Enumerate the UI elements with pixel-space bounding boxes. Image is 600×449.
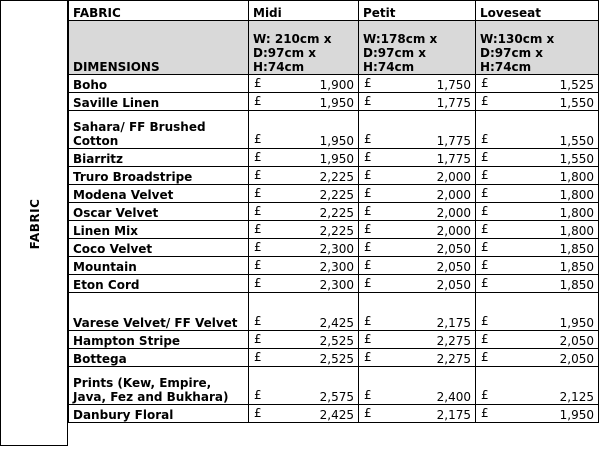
price-cell-loveseat: [476, 239, 599, 257]
currency-symbol: £: [481, 204, 489, 218]
currency-symbol: £: [254, 132, 262, 146]
price-value: 2,575: [319, 390, 354, 404]
header-row-names: [69, 1, 599, 21]
price-cell-midi: [249, 149, 359, 167]
price-value: 2,050: [436, 242, 471, 256]
price-cell-petit: [359, 275, 476, 293]
table-row: [69, 349, 599, 367]
price-value: 1,950: [319, 152, 354, 166]
table-row: [69, 293, 599, 331]
price-value: 1,950: [319, 96, 354, 110]
price-value: 2,225: [319, 224, 354, 238]
table-row: [69, 111, 599, 149]
currency-symbol: £: [364, 186, 372, 200]
table-row: [69, 149, 599, 167]
price-value: 2,275: [436, 352, 471, 366]
fabric-name: Modena Velvet: [69, 185, 249, 203]
fabric-name: Eton Cord: [69, 275, 249, 293]
price-cell-midi: [249, 75, 359, 93]
currency-symbol: £: [481, 258, 489, 272]
fabric-name: Mountain: [69, 257, 249, 275]
price-cell-midi: [249, 221, 359, 239]
price-value: 2,125: [559, 390, 594, 404]
currency-symbol: £: [364, 332, 372, 346]
fabric-name: Linen Mix: [69, 221, 249, 239]
price-cell-midi: [249, 275, 359, 293]
table-row: [69, 331, 599, 349]
currency-symbol: £: [254, 406, 262, 420]
currency-symbol: £: [364, 222, 372, 236]
price-value: 2,050: [436, 278, 471, 292]
price-value: 1,550: [559, 134, 594, 148]
price-value: 1,800: [559, 206, 594, 220]
price-cell-loveseat: [476, 221, 599, 239]
fabric-name: Sahara/ FF Brushed Cotton: [69, 111, 249, 149]
price-cell-loveseat: [476, 149, 599, 167]
dimensions-header: DIMENSIONS: [69, 21, 249, 75]
fabric-name: Danbury Floral: [69, 405, 249, 423]
price-cell-midi: [249, 293, 359, 331]
header-row-dimensions: [69, 21, 599, 75]
price-cell-loveseat: [476, 275, 599, 293]
currency-symbol: £: [481, 406, 489, 420]
table-row: [69, 257, 599, 275]
price-value: 1,550: [559, 152, 594, 166]
price-value: 1,775: [436, 134, 471, 148]
price-value: 2,300: [319, 242, 354, 256]
currency-symbol: £: [481, 314, 489, 328]
currency-symbol: £: [481, 94, 489, 108]
price-cell-loveseat: [476, 93, 599, 111]
price-cell-midi: [249, 239, 359, 257]
dimensions-midi: W: 210cm x D:97cm x H:74cm: [249, 21, 359, 75]
price-cell-petit: [359, 257, 476, 275]
price-cell-midi: [249, 349, 359, 367]
price-value: 1,850: [559, 278, 594, 292]
price-cell-loveseat: [476, 331, 599, 349]
column-header-loveseat: Loveseat: [476, 1, 599, 21]
price-cell-midi: [249, 405, 359, 423]
currency-symbol: £: [364, 76, 372, 90]
fabric-name: Oscar Velvet: [69, 203, 249, 221]
price-cell-loveseat: [476, 185, 599, 203]
currency-symbol: £: [254, 240, 262, 254]
price-value: 2,175: [436, 408, 471, 422]
price-value: 1,950: [559, 316, 594, 330]
table-row: [69, 405, 599, 423]
price-value: 2,275: [436, 334, 471, 348]
price-value: 1,800: [559, 224, 594, 238]
currency-symbol: £: [481, 150, 489, 164]
price-value: 2,225: [319, 206, 354, 220]
currency-symbol: £: [481, 350, 489, 364]
price-cell-midi: [249, 203, 359, 221]
price-value: 1,850: [559, 242, 594, 256]
currency-symbol: £: [254, 350, 262, 364]
price-cell-midi: [249, 185, 359, 203]
price-value: 1,950: [559, 408, 594, 422]
price-cell-petit: [359, 221, 476, 239]
currency-symbol: £: [364, 406, 372, 420]
table-row: [69, 75, 599, 93]
price-value: 1,775: [436, 152, 471, 166]
price-value: 2,050: [559, 352, 594, 366]
column-header-petit: Petit: [359, 1, 476, 21]
price-cell-petit: [359, 149, 476, 167]
currency-symbol: £: [364, 132, 372, 146]
fabric-name: Truro Broadstripe: [69, 167, 249, 185]
price-value: 1,850: [559, 260, 594, 274]
fabric-price-table: [68, 0, 599, 423]
currency-symbol: £: [481, 132, 489, 146]
price-value: 1,950: [319, 134, 354, 148]
price-cell-loveseat: [476, 349, 599, 367]
price-value: 2,225: [319, 170, 354, 184]
table-row: [69, 167, 599, 185]
fabric-name: Hampton Stripe: [69, 331, 249, 349]
currency-symbol: £: [254, 168, 262, 182]
price-cell-loveseat: [476, 75, 599, 93]
price-cell-midi: [249, 167, 359, 185]
currency-symbol: £: [481, 76, 489, 90]
price-cell-petit: [359, 185, 476, 203]
price-value: 2,300: [319, 278, 354, 292]
fabric-name: Varese Velvet/ FF Velvet: [69, 293, 249, 331]
currency-symbol: £: [481, 222, 489, 236]
price-cell-midi: [249, 331, 359, 349]
currency-symbol: £: [254, 332, 262, 346]
price-cell-midi: [249, 257, 359, 275]
price-cell-loveseat: [476, 257, 599, 275]
price-value: 2,175: [436, 316, 471, 330]
price-cell-petit: [359, 75, 476, 93]
price-cell-midi: [249, 93, 359, 111]
price-cell-petit: [359, 367, 476, 405]
fabric-header: FABRIC: [69, 1, 249, 21]
price-value: 2,000: [436, 170, 471, 184]
price-value: 2,300: [319, 260, 354, 274]
currency-symbol: £: [481, 388, 489, 402]
currency-symbol: £: [364, 350, 372, 364]
currency-symbol: £: [481, 276, 489, 290]
price-cell-midi: [249, 367, 359, 405]
currency-symbol: £: [364, 276, 372, 290]
currency-symbol: £: [481, 186, 489, 200]
table-row: [69, 239, 599, 257]
currency-symbol: £: [254, 222, 262, 236]
currency-symbol: £: [364, 150, 372, 164]
table-row: [69, 275, 599, 293]
price-value: 2,400: [436, 390, 471, 404]
price-value: 2,525: [319, 352, 354, 366]
currency-symbol: £: [364, 240, 372, 254]
dimensions-loveseat: W:130cm x D:97cm x H:74cm: [476, 21, 599, 75]
price-cell-loveseat: [476, 203, 599, 221]
currency-symbol: £: [364, 388, 372, 402]
price-cell-petit: [359, 239, 476, 257]
price-cell-loveseat: [476, 293, 599, 331]
price-value: 1,550: [559, 96, 594, 110]
currency-symbol: £: [364, 204, 372, 218]
price-value: 2,000: [436, 224, 471, 238]
currency-symbol: £: [254, 186, 262, 200]
table-row: [69, 203, 599, 221]
price-cell-petit: [359, 167, 476, 185]
fabric-name: Boho: [69, 75, 249, 93]
currency-symbol: £: [481, 332, 489, 346]
currency-symbol: £: [254, 388, 262, 402]
price-cell-midi: [249, 111, 359, 149]
price-value: 1,800: [559, 188, 594, 202]
price-cell-petit: [359, 93, 476, 111]
side-label: FABRIC: [28, 198, 42, 250]
price-value: 1,800: [559, 170, 594, 184]
fabric-name: Bottega: [69, 349, 249, 367]
price-value: 2,225: [319, 188, 354, 202]
fabric-name: Prints (Kew, Empire, Java, Fez and Bukhara): [69, 367, 249, 405]
price-cell-petit: [359, 349, 476, 367]
price-value: 2,425: [319, 408, 354, 422]
column-header-midi: Midi: [249, 1, 359, 21]
price-value: 1,750: [436, 78, 471, 92]
price-value: 2,050: [559, 334, 594, 348]
currency-symbol: £: [254, 150, 262, 164]
currency-symbol: £: [364, 314, 372, 328]
price-value: 1,900: [319, 78, 354, 92]
currency-symbol: £: [254, 258, 262, 272]
price-value: 2,050: [436, 260, 471, 274]
currency-symbol: £: [254, 94, 262, 108]
fabric-name: Biarritz: [69, 149, 249, 167]
price-cell-loveseat: [476, 367, 599, 405]
price-cell-petit: [359, 331, 476, 349]
currency-symbol: £: [364, 258, 372, 272]
currency-symbol: £: [481, 240, 489, 254]
fabric-name: Coco Velvet: [69, 239, 249, 257]
currency-symbol: £: [254, 276, 262, 290]
currency-symbol: £: [364, 168, 372, 182]
table-row: [69, 367, 599, 405]
table-row: [69, 185, 599, 203]
price-value: 2,425: [319, 316, 354, 330]
currency-symbol: £: [481, 168, 489, 182]
price-value: 2,525: [319, 334, 354, 348]
price-cell-petit: [359, 111, 476, 149]
price-cell-loveseat: [476, 405, 599, 423]
price-cell-loveseat: [476, 111, 599, 149]
price-value: 1,775: [436, 96, 471, 110]
price-value: 2,000: [436, 206, 471, 220]
currency-symbol: £: [364, 94, 372, 108]
price-cell-petit: [359, 203, 476, 221]
price-cell-petit: [359, 405, 476, 423]
currency-symbol: £: [254, 204, 262, 218]
price-cell-loveseat: [476, 167, 599, 185]
side-label-cell: [0, 0, 68, 446]
price-value: 2,000: [436, 188, 471, 202]
fabric-name: Saville Linen: [69, 93, 249, 111]
price-value: 1,525: [559, 78, 594, 92]
table-row: [69, 93, 599, 111]
dimensions-petit: W:178cm x D:97cm x H:74cm: [359, 21, 476, 75]
table-row: [69, 221, 599, 239]
currency-symbol: £: [254, 314, 262, 328]
currency-symbol: £: [254, 76, 262, 90]
price-cell-petit: [359, 293, 476, 331]
